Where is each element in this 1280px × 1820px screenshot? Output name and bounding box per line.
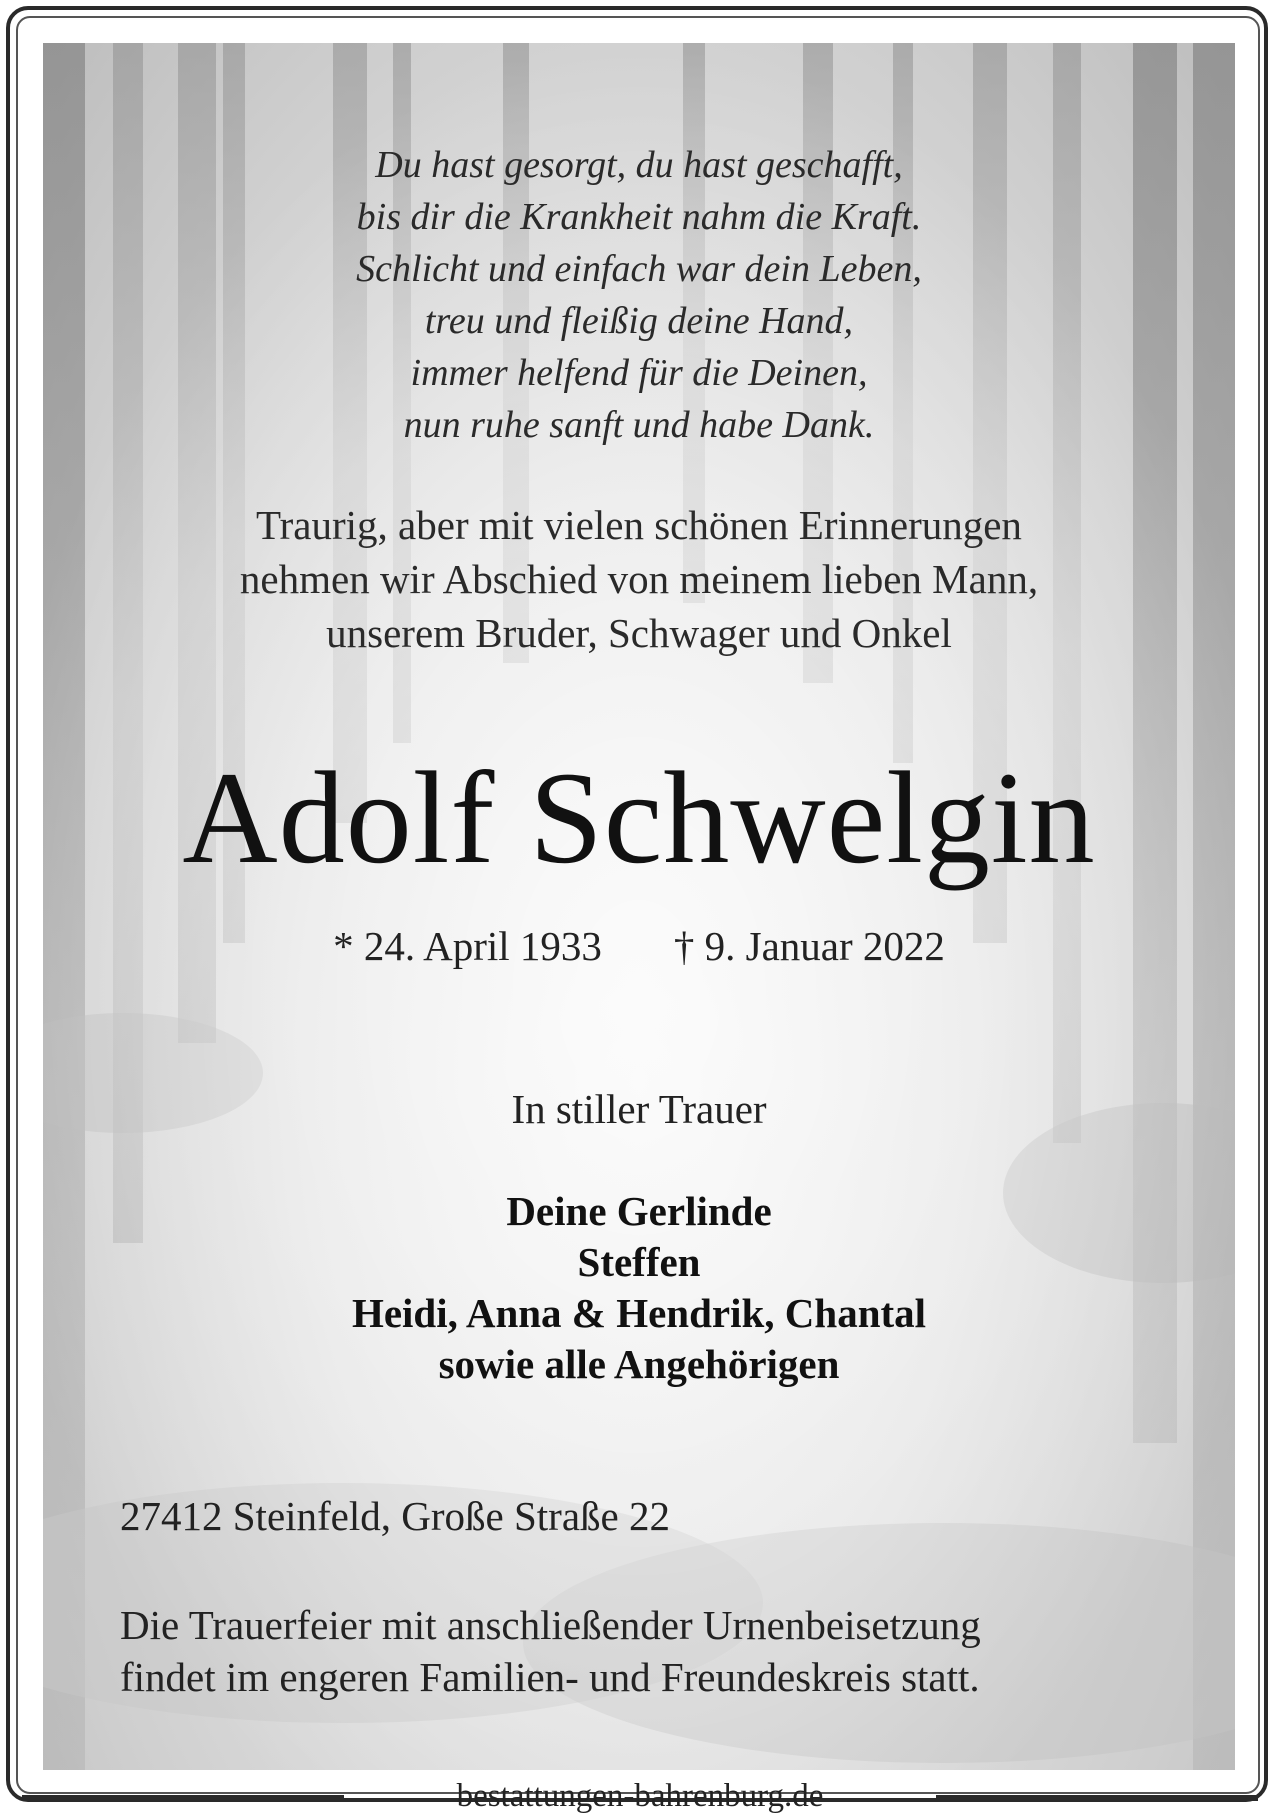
poem	[43, 139, 1235, 451]
family-line: Deine Gerlinde	[506, 1188, 772, 1234]
ceremony-line: Die Trauerfeier mit anschließender Urnenbeisetzung	[120, 1602, 981, 1648]
family-line: Steffen	[577, 1239, 701, 1285]
death-date: † 9. Januar 2022	[673, 923, 945, 969]
intro-line: nehmen wir Abschied von meinem lieben Mann,	[239, 556, 1039, 602]
poem-line: Schlicht und einfach war dein Leben,	[356, 248, 922, 290]
family-line: Heidi, Anna & Hendrik, Chantal	[351, 1290, 927, 1336]
obituary-content	[43, 43, 1235, 1770]
deceased-name: Adolf Schwelgin	[182, 744, 1096, 891]
life-dates	[43, 920, 1235, 972]
ceremony-line: findet im engeren Familien- und Freundeskreis statt.	[120, 1654, 980, 1700]
intro-text	[43, 498, 1235, 660]
birth-date: * 24. April 1933	[333, 923, 602, 969]
intro-line: Traurig, aber mit vielen schönen Erinnerungen	[256, 502, 1022, 548]
poem-line: treu und fleißig deine Hand,	[424, 300, 854, 342]
footer-website[interactable]: bestattungen-bahrenburg.de	[456, 1778, 824, 1814]
mourning-phrase: In stiller Trauer	[511, 1086, 767, 1132]
ceremony-notice	[120, 1599, 981, 1703]
poem-line: Du hast gesorgt, du hast geschafft,	[375, 144, 903, 186]
poem-line: nun ruhe sanft und habe Dank.	[403, 404, 875, 446]
intro-line: unserem Bruder, Schwager und Onkel	[326, 610, 952, 656]
poem-line: immer helfend für die Deinen,	[410, 352, 868, 394]
poem-line: bis dir die Krankheit nahm die Kraft.	[356, 196, 922, 238]
family-line: sowie alle Angehörigen	[438, 1341, 840, 1387]
family-signatures	[43, 1186, 1235, 1390]
address: 27412 Steinfeld, Große Straße 22	[120, 1493, 670, 1539]
